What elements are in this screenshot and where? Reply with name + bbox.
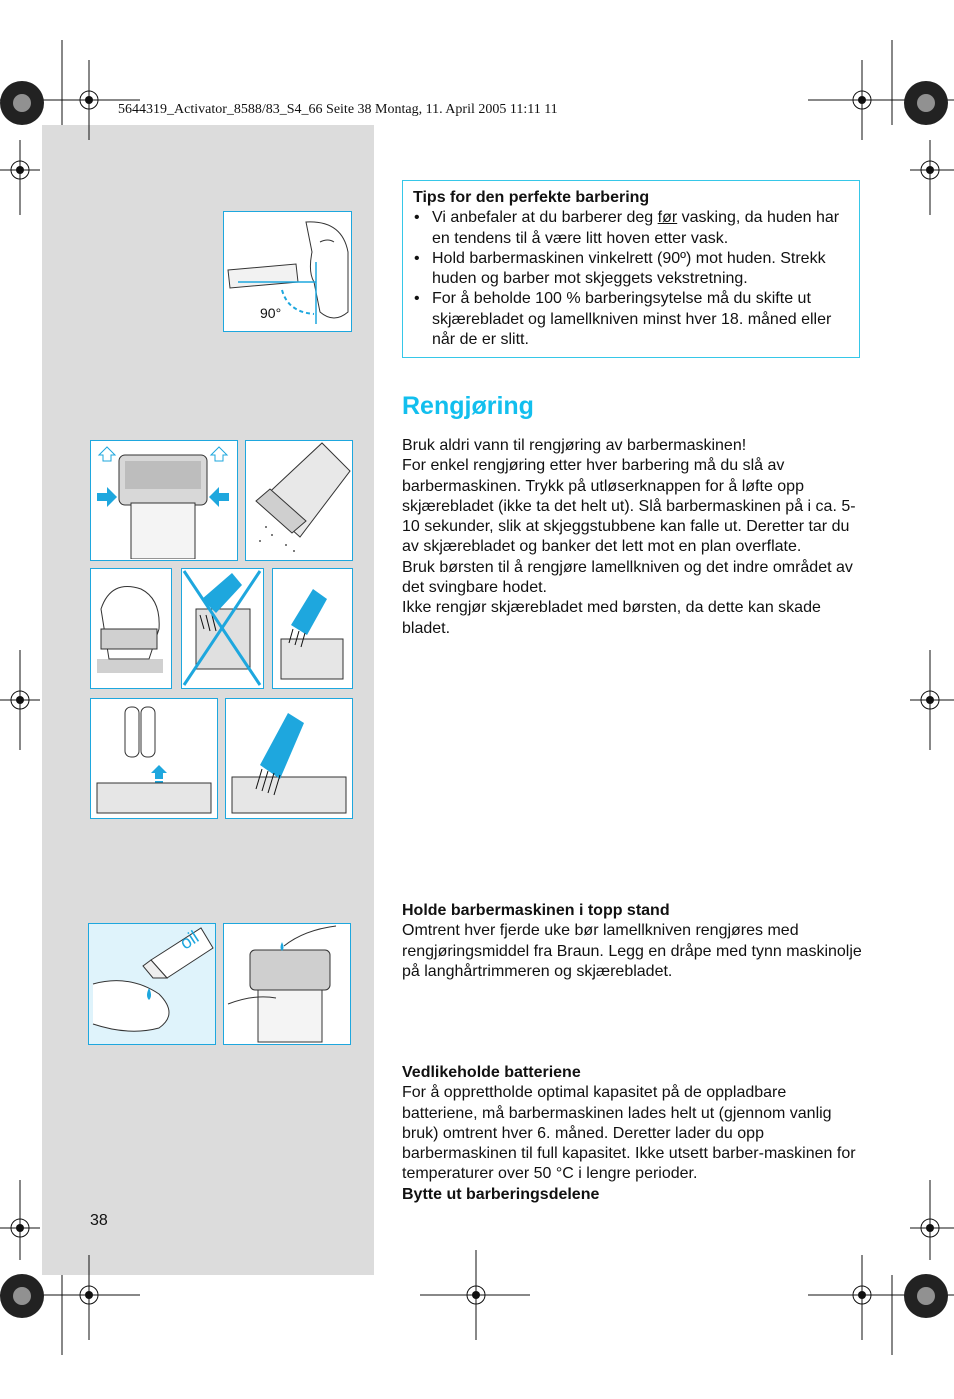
oil-label: oil: [176, 926, 203, 954]
cleaning-text: [402, 436, 862, 639]
shaving-angle-illustration: [223, 211, 352, 332]
list-item: • Vi anbefaler at du barberer deg før vasking, da huden har en tendens til å være litt hoven etter vask.: [413, 208, 849, 249]
tips-title: Tips for den perfekte barbering: [413, 189, 650, 206]
battery-heading: Vedlikeholde batteriene: [402, 1064, 581, 1081]
maintenance-section: [402, 901, 862, 982]
shaver-side-illustration: [245, 440, 353, 561]
paragraph: Bruk aldri vann til rengjøring av barbermaskinen!: [402, 437, 747, 454]
paragraph: For enkel rengjøring etter hver barbering må du slå av barbermaskinen. Trykk på utløserknappen for å løfte opp skjærebladet (ikke ta det helt ut). Slå barbermaskinen på i ca. 5-10 sekunder, slik at skjeggstubbene kan falle ut. Deretter tar du av skjærebladet og banker det lett mot en plan overflate.: [402, 457, 856, 556]
list-item: • For å beholde 100 % barberingsytelse må du skifte ut skjærebladet og lamellkniven minst hver 18. måned eller når de er slitt.: [413, 289, 849, 350]
no-brush-foil-illustration: [181, 568, 264, 689]
foil-release-illustration: [90, 440, 238, 561]
list-item: • Hold barbermaskinen vinkelrett (90º) mot huden. Strekk huden og barber mot skjeggets vekstretning.: [413, 249, 849, 290]
paragraph: Ikke rengjør skjærebladet med børsten, da dette kan skade bladet.: [402, 599, 821, 637]
brush-head-illustration: [225, 698, 353, 819]
section-heading-cleaning: Rengjøring: [402, 392, 534, 420]
paragraph: Bruk børsten til å rengjøre lamellkniven og det indre området av det svingbare hodet.: [402, 558, 853, 597]
oil-illustration: [88, 923, 216, 1045]
page-number: 38: [90, 1212, 108, 1229]
print-header: 5644319_Activator_8588/83_S4_66 Seite 38 Montag, 11. April 2005 11:11 11: [118, 102, 558, 117]
remove-cutter-illustration: [90, 698, 218, 819]
replace-parts-heading: Bytte ut barberingsdelene: [402, 1185, 600, 1203]
angle-label: 90°: [260, 305, 282, 321]
tap-foil-illustration: [90, 568, 172, 689]
oil-on-foil-illustration: [223, 923, 351, 1045]
maintenance-heading: Holde barbermaskinen i topp stand: [402, 902, 670, 919]
tips-list: [413, 208, 849, 350]
tips-box: [402, 180, 860, 358]
paragraph: For å opprettholde optimal kapasitet på de oppladbare batteriene, må barbermaskinen lades helt ut (gjennom vanlig bruk) omtrent hver 6. måned. Deretter lader du opp barbermaskinen til full kapasitet. Ikke utsett barber-maskinen for temperaturer over 50 °C i lengre perioder.: [402, 1084, 856, 1183]
battery-section: [402, 1063, 862, 1205]
brush-cutter-illustration: [272, 568, 353, 689]
paragraph: Omtrent hver fjerde uke bør lamellkniven rengjøres med rengjøringsmiddel fra Braun. Legg en dråpe med tynn maskinolje på langhårtrimmeren og skjærebladet.: [402, 922, 862, 980]
